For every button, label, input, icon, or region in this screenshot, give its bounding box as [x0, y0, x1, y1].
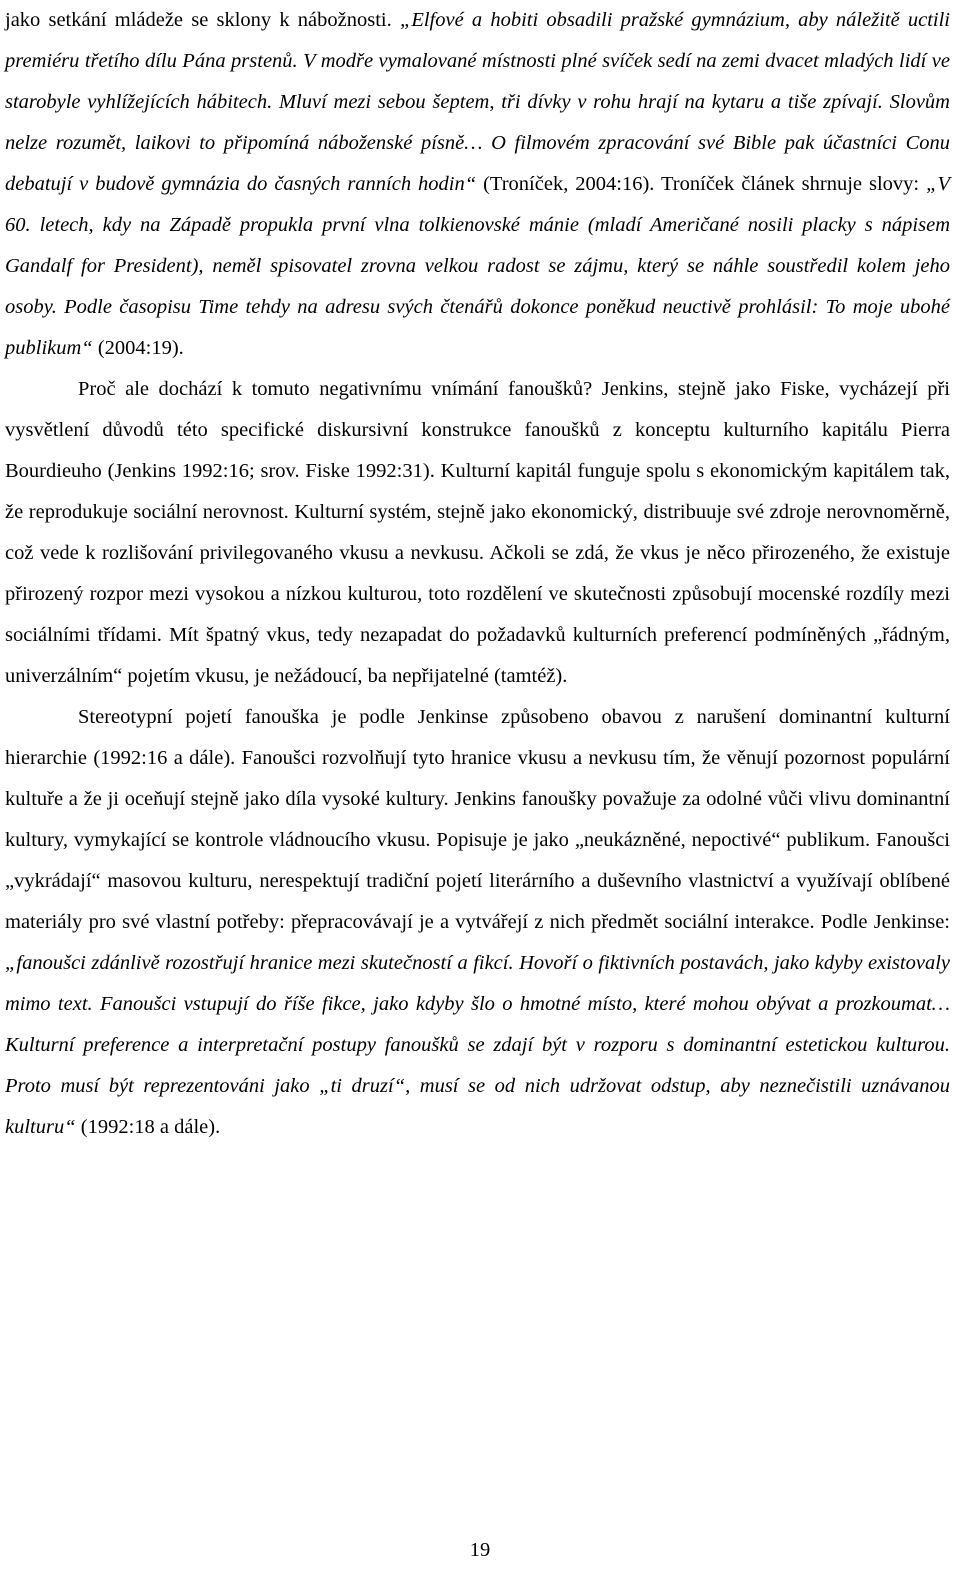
body-text: jako setkání mládeže se sklony k nábožnosti. — [5, 9, 400, 31]
quote-text: „fanoušci zdánlivě rozostřují hranice mezi skutečností a fikcí. Hovoří o fiktivních postavách, jako kdyby existovaly mimo text. Fanoušci vstupují do říše fikce, jako kdyby šlo o hmotné místo, které mohou obývat a prozkoumat… Kulturní preference a interpretační postupy fanoušků se zdají být v rozporu s dominantní estetickou kulturou. Proto musí být reprezentováni jako „ti druzí“, musí se od nich udržovat odstup, aby neznečistili uznávanou kulturu“ — [5, 952, 950, 1138]
quote-text: „V 60. letech, kdy na Západě propukla první vlna tolkienovské mánie (mladí Američané nosili placky s nápisem Gandalf for President), neměl spisovatel zrovna velkou radost se zájmu, který se náhle soustředil kolem jeho osoby. Podle časopisu Time tehdy na adresu svých čtenářů dokonce poněkud neuctivě prohlásil: To moje ubohé publikum“ — [5, 173, 950, 359]
body-text: (Troníček, 2004:16). Troníček článek shrnuje slovy: — [476, 173, 927, 195]
page-number: 19 — [469, 1539, 491, 1561]
paragraph-2 — [5, 369, 950, 697]
body-text: Stereotypní pojetí fanouška je podle Jenkinse způsobeno obavou z narušení dominantní kulturní hierarchie (1992:16 a dále). Fanoušci rozvolňují tyto hranice vkusu a nevkusu tím, že věnují pozornost populární kultuře a že ji oceňují stejně jako díla vysoké kultury. Jenkins fanoušky považuje za odolné vůči vlivu dominantní kultury, vymykající se kontrole vládnoucího vkusu. Popisuje je jako „neukázněné, nepoctivé“ publikum. Fanoušci „vykrádají“ masovou kulturu, nerespektují tradiční pojetí literárního a duševního vlastnictví a využívají oblíbené materiály pro své vlastní potřeby: přepracovávají je a vytvářejí z nich předmět sociální interakce. Podle Jenkinse: — [5, 706, 950, 933]
body-text: (2004:19). — [92, 337, 184, 359]
quote-text: „Elfové a hobiti obsadili pražské gymnázium, aby náležitě uctili premiéru třetího dílu Pána prstenů. V modře vymalované místnosti plné svíček sedí na zemi dvacet mladých lidí ve starobyle vyhlížejících hábitech. Mluví mezi sebou šeptem, tři dívky v rohu hrají na kytaru a tiše zpívají. Slovům nelze rozumět, laikovi to připomíná náboženské písně… O filmovém zpracování své Bible pak účastníci Conu debatují v budově gymnázia do časných ranních hodin“ — [5, 9, 951, 195]
document-page — [5, 0, 950, 1148]
paragraph-3 — [5, 697, 950, 1148]
body-text: (1992:18 a dále). — [75, 1116, 221, 1138]
body-text: Proč ale dochází k tomuto negativnímu vnímání fanoušků? Jenkins, stejně jako Fiske, vycházejí při vysvětlení důvodů této specifické diskursivní konstrukce fanoušků z konceptu kulturního kapitálu Pierra Bourdieuho (Jenkins 1992:16; srov. Fiske 1992:31). Kulturní kapitál funguje spolu s ekonomickým kapitálem tak, že reprodukuje sociální nerovnost. Kulturní systém, stejně jako ekonomický, distribuuje své zdroje nerovnoměrně, což vede k rozlišování privilegovaného vkusu a nevkusu. Ačkoli se zdá, že vkus je něco přirozeného, že existuje přirozený rozpor mezi vysokou a nízkou kulturou, toto rozdělení ve skutečnosti způsobují mocenské rozdíly mezi sociálními třídami. Mít špatný vkus, tedy nezapadat do požadavků kulturních preferencí podmíněných „řádným, univerzálním“ pojetím vkusu, je nežádoucí, ba nepřijatelné (tamtéž). — [5, 378, 950, 687]
paragraph-1-continuation — [5, 0, 950, 369]
